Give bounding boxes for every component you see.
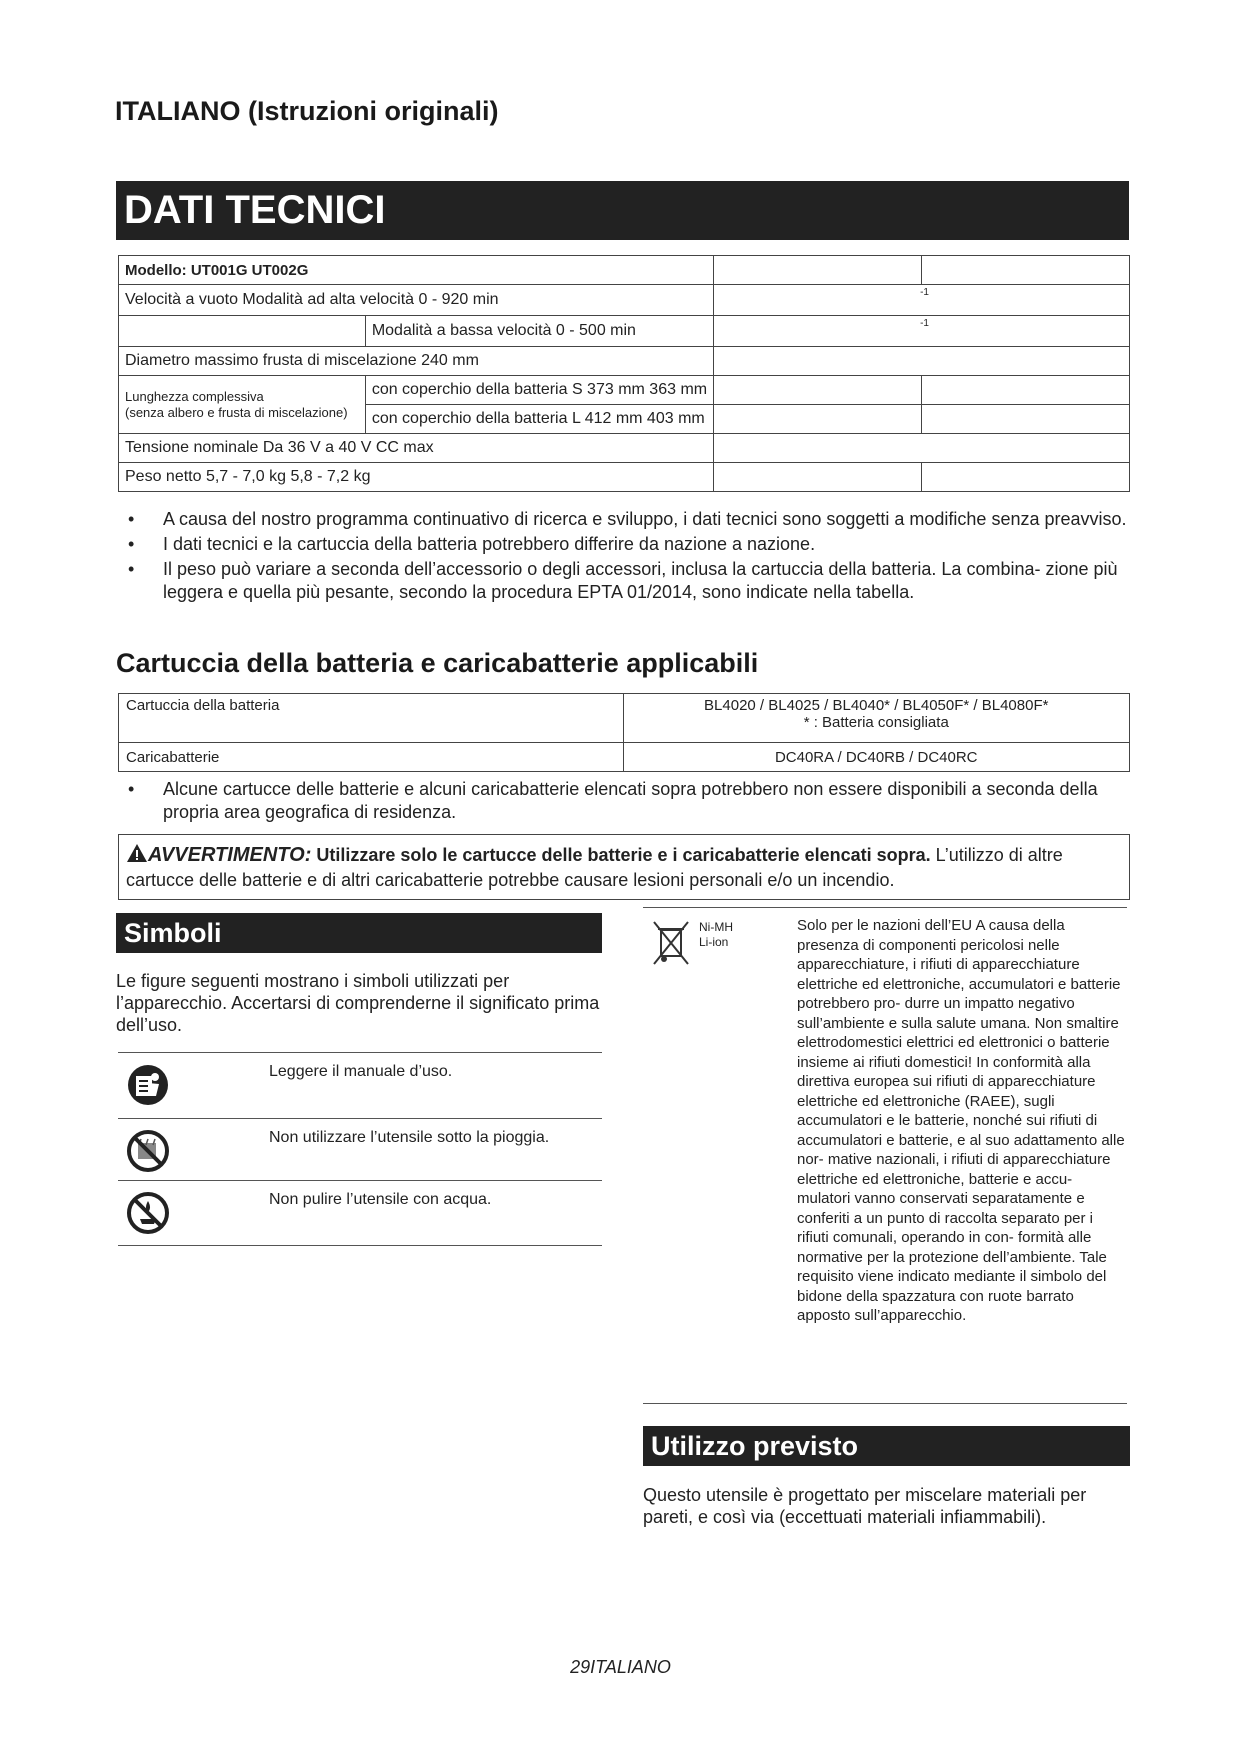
table-row xyxy=(119,376,1130,405)
table-row xyxy=(119,347,1130,376)
warning-text: L’utilizzo di altre cartucce delle batterie e di altri caricabatterie potrebbe causare lesioni personali e/o un incendio. xyxy=(126,845,1063,890)
battery-models: BL4020 / BL4025 / BL4040* / BL4050F* / BL4080F* xyxy=(704,697,1049,714)
table-row xyxy=(119,743,1130,772)
length-s-cell: con coperchio della batteria S 373 mm 363 mm xyxy=(365,376,713,405)
table-row xyxy=(119,256,1130,285)
battery-value-cell xyxy=(623,694,1130,743)
table-row xyxy=(118,1118,602,1180)
crossed-bin-icon xyxy=(649,918,693,968)
table-row xyxy=(119,694,1130,743)
symbols-banner: Simboli xyxy=(116,913,602,953)
superscript-cell: -1 xyxy=(714,285,1130,316)
weee-description: Solo per le nazioni dell’EU A causa della presenza di componenti pericolosi nelle apparecchiature, i rifiuti di apparecchiature elettriche ed elettroniche, accumulatori e batterie potrebbero pro- durre un impatto negativo sull’ambiente e sulla salute umana. Non smaltire elettrodomestici elettrici ed elettronici o batterie insieme ai rifiuti domestici! In conformità alla direttiva europea sui rifiuti di apparecchiature elettriche ed elettroniche (RAEE), sugli accumulatori e le batterie, nonché sui rifiuti di accumulatori e batterie, e al suo adattamento alle nor- mative nazionali, i rifiuti di apparecchiature elettriche ed elettroniche, batterie e accu- mulatori vanno conservati separatamente e conferiti a un punto di raccolta separato per i rifiuti comunali, operando in con- formità alle normative per la protezione dell’ambiente. Tale requisito viene indicato mediante il simbolo del bidone della spazzatura con ruote barrato apposto sull’apparecchio. xyxy=(797,917,1125,1324)
specs-table xyxy=(118,255,1130,492)
model-cell: Modello: UT001G UT002G xyxy=(119,256,714,285)
symbol-description: Leggere il manuale d’uso. xyxy=(269,1063,453,1080)
list-item: • I dati tecnici e la cartuccia della batteria potrebbero differire da nazione a nazione. xyxy=(118,533,1128,556)
weee-block xyxy=(643,907,1127,1404)
speed-high-cell: Velocità a vuoto Modalità ad alta velocità 0 - 920 min xyxy=(119,285,714,316)
warning-triangle-icon xyxy=(126,843,148,869)
length-label-cell xyxy=(119,376,366,434)
list-item: • A causa del nostro programma continuativo di ricerca e sviluppo, i dati tecnici sono soggetti a modifiche senza preavviso. xyxy=(118,508,1128,531)
battery-heading: Cartuccia della batteria e caricabatterie applicabili xyxy=(116,648,759,678)
warning-title: AVVERTIMENTO: xyxy=(148,844,312,866)
warning-bold-text: Utilizzare solo le cartucce delle batterie e i caricabatterie elencati sopra. xyxy=(316,845,931,865)
availability-notes xyxy=(118,778,1128,826)
table-row xyxy=(118,1180,602,1246)
length-label-line: (senza albero e frusta di miscelazione) xyxy=(125,404,348,420)
length-label-line: Lunghezza complessiva xyxy=(125,388,264,404)
symbols-intro: Le figure seguenti mostrano i simboli utilizzati per l’apparecchio. Accertarsi di comprenderne il significato prima dell’uso. xyxy=(116,971,600,1035)
read-manual-icon xyxy=(126,1063,170,1107)
charger-value-cell: DC40RA / DC40RB / DC40RC xyxy=(623,743,1130,772)
symbol-description: Non pulire l’utensile con acqua. xyxy=(269,1191,492,1208)
symbols-table xyxy=(118,1052,602,1246)
no-rain-icon xyxy=(126,1129,170,1173)
weight-cell: Peso netto 5,7 - 7,0 kg 5,8 - 7,2 kg xyxy=(119,463,714,492)
table-row xyxy=(118,1052,602,1118)
spec-notes xyxy=(118,508,1128,606)
chemistry-label: Ni-MH xyxy=(699,920,733,934)
table-row xyxy=(119,285,1130,316)
table-row xyxy=(119,316,1130,347)
table-row xyxy=(119,434,1130,463)
table-row xyxy=(119,463,1130,492)
chemistry-label: Li-ion xyxy=(699,935,729,949)
language-title: ITALIANO (Istruzioni originali) xyxy=(115,96,499,126)
list-item: • Il peso può variare a seconda dell’accessorio o degli accessori, inclusa la cartuccia della batteria. La combina- zione più leggera e quella più pesante, secondo la procedura EPTA 01/2014, sono indicate nella tabella. xyxy=(118,558,1128,604)
symbol-description: Non utilizzare l’utensile sotto la pioggia. xyxy=(269,1129,550,1146)
specs-banner: DATI TECNICI xyxy=(116,181,1129,240)
charger-label-cell: Caricabatterie xyxy=(119,743,624,772)
length-l-cell: con coperchio della batteria L 412 mm 403 mm xyxy=(365,405,713,434)
speed-low-cell: Modalità a bassa velocità 0 - 500 min xyxy=(365,316,713,347)
no-water-cleaning-icon xyxy=(126,1191,170,1235)
warning-box xyxy=(118,834,1130,900)
voltage-cell: Tensione nominale Da 36 V a 40 V CC max xyxy=(119,434,714,463)
page-footer: 29ITALIANO xyxy=(570,1657,671,1677)
intended-use-banner: Utilizzo previsto xyxy=(643,1426,1130,1466)
battery-recommended-note: * : Batteria consigliata xyxy=(803,714,949,731)
battery-chemistry xyxy=(699,920,733,950)
intended-use-text: Questo utensile è progettato per miscelare materiali per pareti, e così via (eccettuati materiali infiammabili). xyxy=(643,1485,1087,1527)
list-item: • Alcune cartucce delle batterie e alcuni caricabatterie elencati sopra potrebbero non essere disponibili a seconda della propria area geografica di residenza. xyxy=(118,778,1128,824)
battery-table xyxy=(118,693,1130,772)
battery-label-cell: Cartuccia della batteria xyxy=(119,694,624,743)
superscript-cell: -1 xyxy=(714,316,1130,347)
mixing-diameter-cell: Diametro massimo frusta di miscelazione 240 mm xyxy=(119,347,714,376)
